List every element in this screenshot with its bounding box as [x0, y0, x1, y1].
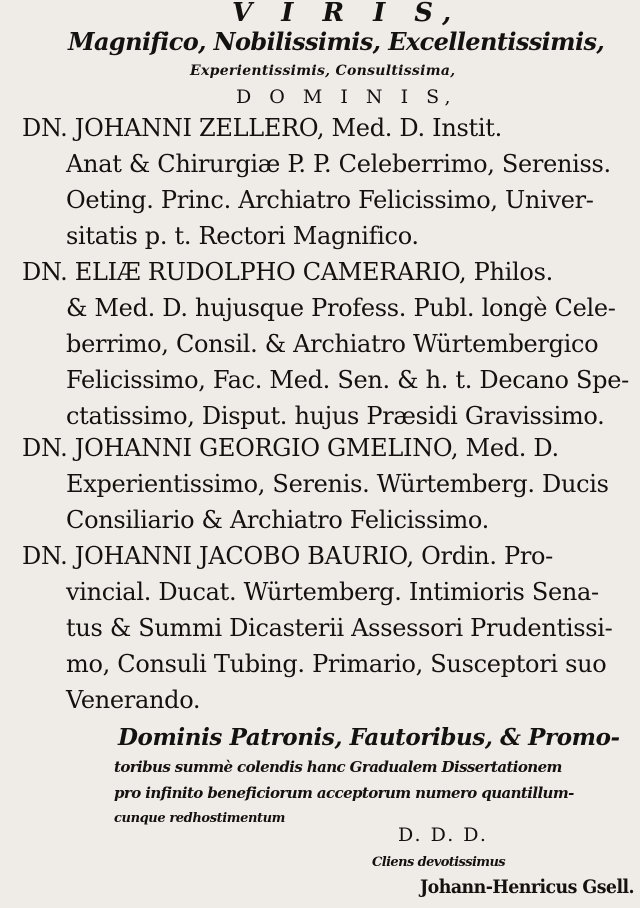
name-line: berrimo, Consil. & Archiatro Würtembergico [66, 330, 599, 358]
name-line: DN. JOHANNI ZELLERO, Med. D. Instit. [22, 114, 502, 142]
name-line: Anat & Chirurgiæ P. P. Celeberrimo, Sereniss. [66, 150, 611, 178]
dedication-line-4: cunque redhostimentum [114, 811, 286, 826]
name-line: Consiliario & Archiatro Felicissimo. [66, 506, 489, 534]
header-line-3: D O M I N I S, [236, 86, 457, 108]
name-line: Venerando. [66, 686, 201, 714]
name-line: DN. JOHANNI GEORGIO GMELINO, Med. D. [22, 434, 559, 462]
dedication-line-1: Dominis Patronis, Fautoribus, & Promo- [118, 724, 620, 751]
header-line-2: Experientissimis, Consultissima, [190, 63, 456, 79]
dedication-line-2: toribus summè colendis hanc Gradualem Dissertationem [114, 758, 562, 776]
name-line: mo, Consuli Tubing. Primario, Susceptori suo [66, 650, 607, 678]
name-line: Felicissimo, Fac. Med. Sen. & h. t. Decano Spe- [66, 366, 629, 394]
dedication-line-3: pro infinito beneficiorum acceptorum numero quantillum- [114, 784, 574, 802]
name-line: Experientissimo, Serenis. Würtemberg. Ducis [66, 470, 609, 498]
author-signature: Johann-Henricus Gsell. [420, 876, 635, 898]
name-line: DN. ELIÆ RUDOLPHO CAMERARIO, Philos. [22, 258, 553, 286]
name-line: vincial. Ducat. Würtemberg. Intimioris Sena- [66, 578, 599, 606]
name-line: ctatissimo, Disput. hujus Præsidi Gravissimo. [66, 402, 605, 430]
dedication-ddd: D. D. D. [398, 824, 488, 846]
name-line: & Med. D. hujusque Profess. Publ. longè Cele- [66, 294, 616, 322]
name-line: Oeting. Princ. Archiatro Felicissimo, Univer- [66, 186, 594, 214]
name-line: DN. JOHANNI JACOBO BAURIO, Ordin. Pro- [22, 542, 553, 570]
header-title: V I R I S, [232, 0, 462, 28]
name-line: tus & Summi Dicasterii Assessori Prudentissi- [66, 614, 613, 642]
client-line: Cliens devotissimus [372, 855, 506, 870]
name-line: sitatis p. t. Rectori Magnifico. [66, 222, 419, 250]
header-line-1: Magnifico, Nobilissimis, Excellentissimis, [68, 27, 605, 56]
